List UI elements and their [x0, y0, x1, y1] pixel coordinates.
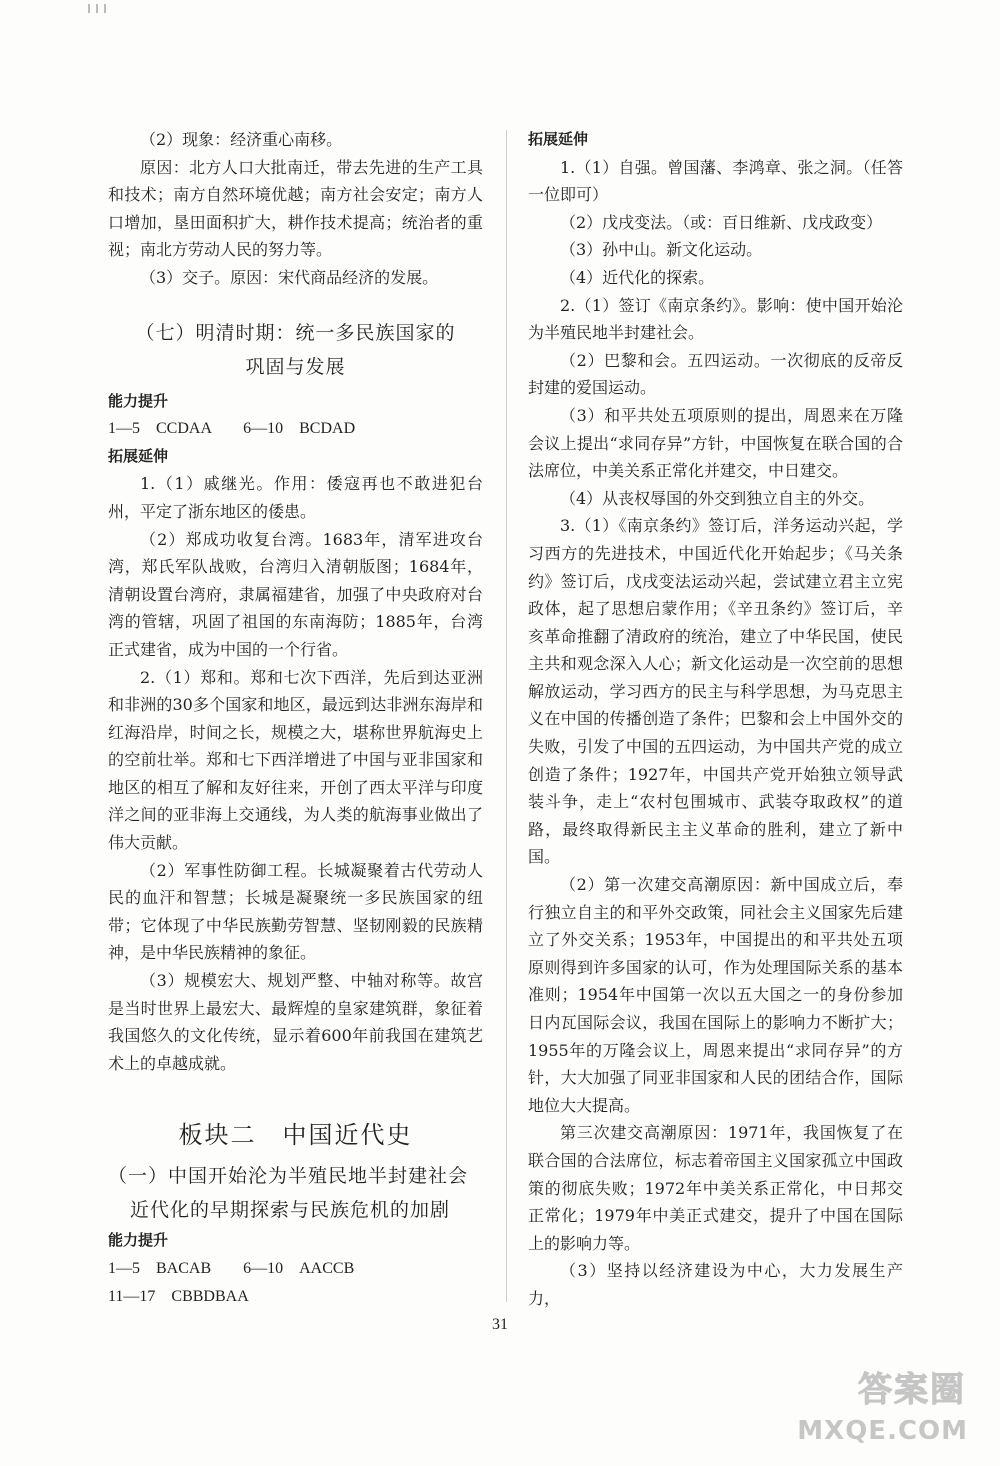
- section-title-line: （一）中国开始沦为半殖民地半封建社会: [108, 1165, 469, 1188]
- column-divider: [506, 130, 507, 1302]
- left-column: [108, 126, 483, 1310]
- right-column: [528, 126, 903, 1313]
- scan-mark: [86, 4, 112, 14]
- subsection-heading: 拓展延伸: [108, 446, 169, 465]
- answer-paragraph: （2）戊戌变法。（或：百日维新、戊戌政变）: [560, 212, 883, 232]
- answer-paragraph: （2）军事性防御工程。长城凝聚着古代劳动人民的血汗和智慧；长城是凝聚统一多民族国家的纽带；它体现了中华民族勤劳智慧、坚韧刚毅的民族精神，是中华民族精神的象征。: [108, 860, 483, 963]
- answer-paragraph: （3）坚持以经济建设为中心，大力发展生产力，: [528, 1261, 903, 1308]
- subsection-heading: 能力提升: [108, 1231, 169, 1250]
- section-title: [108, 316, 483, 384]
- answer-paragraph: 2.（1）郑和。郑和七次下西洋，先后到达亚洲和非洲的30多个国家和地区，最远到达非洲东海岸和红海沿岸，时间之长，规模之大，堪称世界航海史上的空前壮举。郑和七下西洋增进了中国与亚非国家和地区的相互了解和友好往来，开创了西太平洋与印度洋之间的亚非海上交通线，为人类的航海事业做出了伟大贡献。: [108, 667, 483, 853]
- section-title-line: （七）明清时期：统一多民族国家的: [135, 321, 456, 344]
- answer-paragraph: 原因：北方人口大批南迁，带去先进的生产工具和技术；南方自然环境优越；南方社会安定；南方人口增加，垦田面积扩大，耕作技术提高；统治者的重视；南北方劳动人民的努力等。: [108, 157, 483, 260]
- answer-paragraph: （3）和平共处五项原则的提出，周恩来在万隆会议上提出“求同存异”方针，中国恢复在联合国的合法席位，中美关系正常化并建交，中日建交。: [528, 405, 903, 481]
- answer-paragraph: 3.（1）《南京条约》签订后，洋务运动兴起，学习西方的先进技术，中国近代化开始起步；《马关条约》签订后，戊戌变法运动兴起，尝试建立君主立宪政体，起了思想启蒙作用；《辛丑条约》签订后，辛亥革命推翻了清政府的统治，建立了中华民国，使民主共和观念深入人心；新文化运动是一次空前的思想解放运动，学习西方的民主与科学思想，为马克思主义在中国的传播创造了条件；巴黎和会上中国外交的失败，引发了中国的五四运动，为中国共产党的成立创造了条件；1927年，中国共产党开始独立领导武装斗争，走上“农村包围城市、武装夺取政权”的道路，最终取得新民主主义革命的胜利，建立了新中国。: [528, 516, 903, 867]
- section-title: [108, 1159, 483, 1227]
- section-title-line: 巩固与发展: [245, 355, 346, 378]
- answer-paragraph: 1.（1）戚继光。作用：倭寇再也不敢进犯台州，平定了浙东地区的倭患。: [108, 474, 483, 521]
- section-title-line: 近代化的早期探索与民族危机的加剧: [130, 1199, 451, 1222]
- answer-paragraph: （2）第一次建交高潮原因：新中国成立后，奉行独立自主的和平外交政策，同社会主义国家先后建立了外交关系；1953年，中国提出的和平共处五项原则得到许多国家的认可，作为处理国际关系的基本准则；1954年中国第一次以五大国之一的身份参加日内瓦国际会议，我国在国际上的影响力不断扩大；1955年的万隆会议上，周恩来提出“求同存异”的方针，大大加强了同亚非国家和人民的团结合作，国际地位大大提高。: [528, 875, 903, 1115]
- page-number: 31: [492, 1316, 508, 1333]
- answer-paragraph: （2）巴黎和会。五四运动。一次彻底的反帝反封建的爱国运动。: [528, 350, 903, 398]
- block-title: 板块二 中国近代史: [178, 1121, 413, 1150]
- answer-paragraph: （3）规模宏大、规划严整、中轴对称等。故宫是当时世界上最宏大、最辉煌的皇家建筑群，象征着我国悠久的文化传统，显示着600年前我国在建筑艺术上的卓越成就。: [108, 971, 483, 1073]
- answer-paragraph: （2）现象：经济重心南移。: [140, 130, 343, 149]
- answer-paragraph: （4）近代化的探索。: [560, 267, 715, 287]
- answer-paragraph: （4）从丧权辱国的外交到独立自主的外交。: [560, 488, 875, 508]
- watermark-logo: 答案圈: [858, 1370, 966, 1410]
- answer-key: 11—17 CBBDBAA: [108, 1287, 249, 1305]
- subsection-heading: 拓展延伸: [528, 130, 589, 148]
- answer-paragraph: （3）孙中山。新文化运动。: [560, 240, 763, 260]
- answer-key: 1—5 CCDAA 6—10 BCDAD: [108, 420, 356, 438]
- answer-paragraph: （3）交子。原因：宋代商品经济的发展。: [140, 267, 439, 287]
- subsection-heading: 能力提升: [108, 391, 169, 410]
- answer-paragraph: 2.（1）签订《南京条约》。影响：使中国开始沦为半殖民地半封建社会。: [528, 295, 903, 343]
- answer-paragraph: 第三次建交高潮原因：1971年，我国恢复了在联合国的合法席位，标志着帝国主义国家孤立中国政策的彻底失败；1972年中美关系正常化，中日邦交正常化；1979年中美正式建交，提升了中国在国际上的影响力等。: [528, 1123, 903, 1253]
- answer-paragraph: （2）郑成功收复台湾。1683年，清军进攻台湾，郑氏军队战败，台湾归入清朝版图；1684年，清朝设置台湾府，隶属福建省，加强了中央政府对台湾的管辖，巩固了祖国的东南海防；1885年，台湾正式建省，成为中国的一个行省。: [108, 529, 483, 659]
- answer-paragraph: 1.（1）自强。曾国藩、李鸿章、张之洞。（任答一位即可）: [528, 157, 903, 205]
- watermark: [797, 1356, 978, 1448]
- watermark-site: MXQE.COM: [797, 1416, 968, 1446]
- answer-key: 1—5 BACAB 6—10 AACCB: [108, 1260, 355, 1277]
